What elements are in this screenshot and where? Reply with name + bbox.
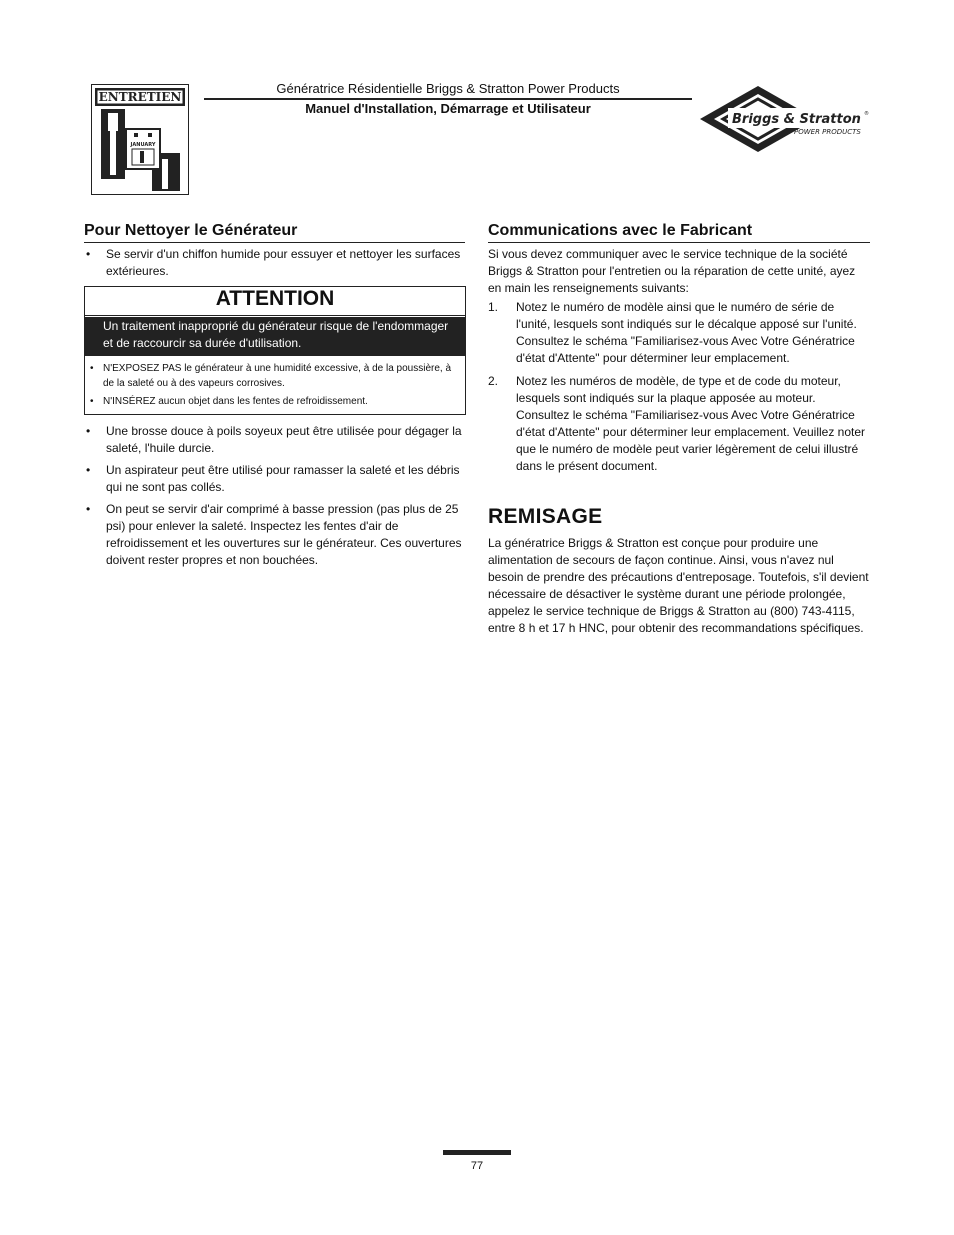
section-title-communications: Communications avec le Fabricant [488, 222, 753, 239]
briggs-stratton-logo-icon [698, 84, 870, 154]
intro-bullet-list [84, 246, 465, 285]
brand-subtitle: POWER PRODUCTS [794, 128, 861, 136]
brand-logo [698, 84, 870, 154]
attention-item: • N'INSÉREZ aucun objet dans les fentes de refroidissement. [85, 394, 465, 409]
calendar-label: JANUARY [130, 142, 156, 148]
list-item: • On peut se servir d'air comprimé à basse pression (pas plus de 25 psi) pour enlever la saleté. Inspectez les fentes d'air de refroidissement et les ouvertures sur le générateur. Ces ouvertures doivent rester propres et non bouchées. [84, 501, 465, 569]
list-item [488, 373, 870, 475]
header-rule [204, 98, 692, 100]
entretien-badge [91, 84, 189, 195]
brand-name: Briggs & Stratton [732, 112, 861, 127]
header-manual-title: Manuel d'Installation, Démarrage et Utilisateur [305, 101, 591, 116]
maintenance-icon [92, 85, 188, 194]
attention-box [84, 286, 466, 415]
communications-intro: Si vous devez communiquer avec le service technique de la société Briggs & Stratton pour l'entretien ou la réparation de cette unité, ayez en main les renseignements suivants: [488, 247, 856, 295]
header-product-line: Génératrice Résidentielle Briggs & Stratton Power Products [276, 81, 620, 96]
step-number: 1. [488, 300, 499, 314]
section-title-storage: REMISAGE [488, 505, 603, 528]
list-item: • Se servir d'un chiffon humide pour essuyer et nettoyer les surfaces extérieures. [84, 246, 465, 280]
list-item [488, 299, 870, 367]
cleaning-bullet-list [84, 423, 465, 574]
attention-list [85, 361, 465, 412]
communications-steps [488, 299, 870, 479]
attention-rule [85, 315, 465, 316]
page-number-tab [443, 1150, 511, 1155]
storage-text: La génératrice Briggs & Stratton est conçue pour produire une alimentation de secours de façon continue. Ainsi, vous n'avez nul besoin de prendre des précautions d'entreposage. Toutefois, s'il devient nécessaire de désactiver le système durant une période prolongée, appelez le service technique de Briggs & Stratton au (800) 743-4115, entre 8 h et 17 h HNC, pour obtenir des recommandations spécifiques. [488, 536, 869, 635]
section-rule [84, 242, 465, 243]
attention-title: ATTENTION [215, 287, 335, 310]
attention-warning: Un traitement inapproprié du générateur risque de l'endommager et de raccourcir sa durée d'utilisation. [85, 317, 465, 356]
page-number: 77 [470, 1160, 484, 1172]
section-title-cleaning: Pour Nettoyer le Générateur [84, 222, 298, 239]
attention-item: • N'EXPOSEZ PAS le générateur à une humidité excessive, à de la poussière, à de la saleté ou à des vapeurs corrosives. [85, 361, 465, 391]
brand-mark: ® [864, 111, 869, 117]
list-item: • Un aspirateur peut être utilisé pour ramasser la saleté et les débris qui ne sont pas collés. [84, 462, 465, 496]
list-item: • Une brosse douce à poils soyeux peut être utilisée pour dégager la saleté, l'huile durcie. [84, 423, 465, 457]
section-rule [488, 242, 870, 243]
step-number: 2. [488, 374, 499, 388]
step-text: Notez les numéros de modèle, de type et de code du moteur, lesquels sont indiqués sur la plaque apposée au moteur. Consultez le schéma "Familiarisez-vous Avec Votre Génératrice d'état d'Attente" pour déterminer leur emplacement. Veuillez noter que le numéro de modèle peut varier légèrement de celui illustré dans le présent document. [516, 374, 866, 473]
step-text: Notez le numéro de modèle ainsi que le numéro de série de l'unité, lesquels sont indiqués sur le décalque apposé sur l'unité. Consultez le schéma "Familiarisez-vous Avec Votre Génératrice d'état d'Attente" pour déterminer leur emplacement. [516, 300, 857, 365]
badge-label: ENTRETIEN [98, 90, 182, 104]
